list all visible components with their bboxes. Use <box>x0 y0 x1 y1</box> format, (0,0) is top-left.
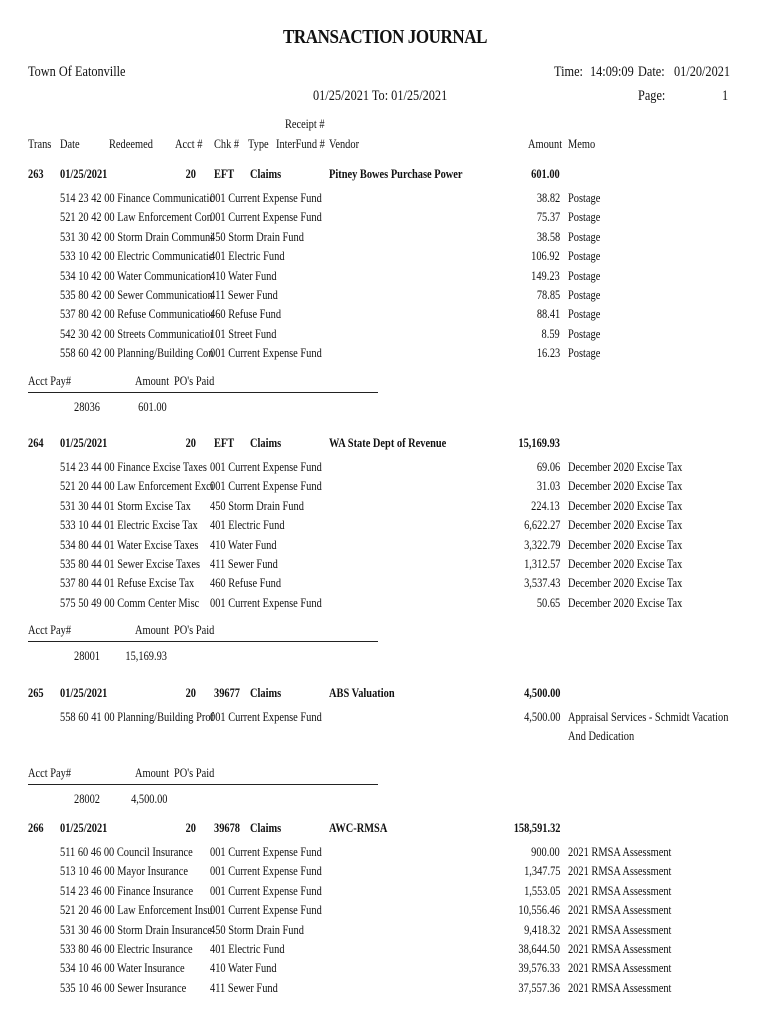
trans-date: 01/25/2021 <box>60 166 108 181</box>
detail-line-row <box>0 883 770 903</box>
line-account: 513 10 46 00 Mayor Insurance <box>60 863 188 879</box>
line-account: 531 30 44 01 Storm Excise Tax <box>60 497 191 513</box>
line-fund: 001 Current Expense Fund <box>210 594 322 610</box>
line-fund: 410 Water Fund <box>210 960 277 976</box>
line-account: 521 20 46 00 Law Enforcement Insu <box>60 902 213 918</box>
line-memo: December 2020 Excise Tax <box>568 497 683 513</box>
col-memo: Memo <box>568 136 596 151</box>
line-fund: 450 Storm Drain Fund <box>210 497 304 513</box>
line-account: 534 10 42 00 Water Communication <box>60 267 212 283</box>
line-memo: Postage <box>568 190 601 205</box>
trans-acct: 20 <box>185 166 196 181</box>
acct-pay-divider <box>28 641 378 642</box>
line-account: 537 80 44 01 Refuse Excise Tax <box>60 575 195 591</box>
report-title: TRANSACTION JOURNAL <box>283 26 487 48</box>
transaction-header-row <box>0 685 770 705</box>
line-amount: 37,557.36 <box>518 979 560 995</box>
line-memo: Postage <box>568 209 601 225</box>
trans-vendor: Pitney Bowes Purchase Power <box>329 166 463 181</box>
trans-amount: 15,169.93 <box>518 435 560 450</box>
detail-line-row <box>0 190 770 210</box>
detail-line-row <box>0 498 770 518</box>
trans-amount: 158,591.32 <box>513 820 560 835</box>
line-account: 531 30 46 00 Storm Drain Insurance <box>60 921 212 937</box>
line-account: 535 10 46 00 Sewer Insurance <box>60 979 187 995</box>
line-memo: 2021 RMSA Assessment <box>568 902 672 918</box>
line-account: 533 80 46 00 Electric Insurance <box>60 941 193 956</box>
time-value: 14:09:09 <box>590 64 634 80</box>
line-memo: Postage <box>568 287 601 302</box>
trans-amount: 4,500.00 <box>523 685 560 700</box>
col-vendor: Vendor <box>329 136 360 151</box>
line-memo: 2021 RMSA Assessment <box>568 941 672 956</box>
line-amount: 1,553.05 <box>523 882 560 898</box>
line-fund: 001 Current Expense Fund <box>210 478 322 494</box>
line-account: 533 10 42 00 Electric Communicatic <box>60 248 214 264</box>
line-fund: 411 Sewer Fund <box>210 556 278 571</box>
line-fund: 001 Current Expense Fund <box>210 190 322 205</box>
acct-pay-amount-label: Amount <box>135 372 170 388</box>
trans-vendor: AWC-RMSA <box>329 820 388 835</box>
line-amount: 149.23 <box>531 267 560 283</box>
line-account: 514 23 42 00 Finance Communicatic <box>60 190 214 205</box>
line-memo: 2021 RMSA Assessment <box>568 863 672 879</box>
detail-line-row <box>0 863 770 883</box>
line-account: 521 20 44 00 Law Enforcement Exci <box>60 478 214 494</box>
acct-pay-pos-label: PO's Paid <box>174 372 215 388</box>
line-memo: Postage <box>568 306 601 322</box>
acct-pay-header-row <box>0 765 770 785</box>
line-account: 534 10 46 00 Water Insurance <box>60 960 185 976</box>
line-memo: 2021 RMSA Assessment <box>568 979 672 995</box>
detail-line-row <box>0 268 770 288</box>
line-fund: 001 Current Expense Fund <box>210 345 322 361</box>
detail-line-row <box>0 902 770 922</box>
line-memo: Postage <box>568 345 601 361</box>
acct-pay-amount-label: Amount <box>135 765 170 780</box>
transaction-header-row <box>0 820 770 840</box>
acct-pay-header-row <box>0 373 770 393</box>
line-amount: 106.92 <box>531 248 560 264</box>
trans-check: EFT <box>214 166 235 181</box>
entity-name: Town Of Eatonville <box>28 64 126 80</box>
line-account: 514 23 46 00 Finance Insurance <box>60 882 194 898</box>
line-account: 534 80 44 01 Water Excise Taxes <box>60 536 199 552</box>
detail-line-row <box>0 306 770 326</box>
line-account: 535 80 42 00 Sewer Communication <box>60 287 213 302</box>
trans-type: Claims <box>250 166 282 181</box>
trans-date: 01/25/2021 <box>60 435 108 450</box>
acct-pay-amount-label: Amount <box>135 622 170 638</box>
trans-type: Claims <box>250 685 282 700</box>
line-memo: December 2020 Excise Tax <box>568 556 683 571</box>
detail-line-row <box>0 248 770 268</box>
acct-pay-number: 28002 <box>74 791 100 806</box>
line-account: 521 20 42 00 Law Enforcement Con <box>60 209 212 225</box>
trans-check: 39677 <box>214 685 240 700</box>
line-account: 535 80 44 01 Sewer Excise Taxes <box>60 556 201 571</box>
detail-line-row <box>0 537 770 557</box>
line-fund: 410 Water Fund <box>210 267 277 283</box>
line-memo: 2021 RMSA Assessment <box>568 921 672 937</box>
line-amount: 38.82 <box>536 190 560 205</box>
col-chk: Chk # <box>214 136 240 151</box>
line-memo: Postage <box>568 248 601 264</box>
line-amount: 9,418.32 <box>523 921 560 937</box>
line-fund: 001 Current Expense Fund <box>210 459 322 474</box>
line-amount: 1,312.57 <box>523 556 560 571</box>
trans-vendor: WA State Dept of Revenue <box>329 435 447 450</box>
col-type: Type <box>248 136 269 151</box>
trans-number: 266 <box>28 820 44 835</box>
line-memo: December 2020 Excise Tax <box>568 536 683 552</box>
line-fund: 401 Electric Fund <box>210 248 285 264</box>
line-fund: 101 Street Fund <box>210 325 277 341</box>
page-number: 1 <box>722 88 729 104</box>
line-fund: 410 Water Fund <box>210 536 277 552</box>
trans-vendor: ABS Valuation <box>329 685 395 700</box>
line-fund: 460 Refuse Fund <box>210 306 282 322</box>
detail-line-row <box>0 960 770 980</box>
detail-line-row <box>0 728 770 748</box>
line-fund: 001 Current Expense Fund <box>210 863 322 879</box>
detail-line-row <box>0 209 770 229</box>
acct-pay-row <box>0 399 770 419</box>
line-fund: 001 Current Expense Fund <box>210 844 322 859</box>
acct-pay-pos-label: PO's Paid <box>174 622 215 638</box>
acct-pay-number: 28036 <box>74 398 100 414</box>
line-account: 558 60 41 00 Planning/Building Prof <box>60 709 214 724</box>
line-amount: 6,622.27 <box>523 517 560 533</box>
line-memo: December 2020 Excise Tax <box>568 594 683 610</box>
detail-line-row <box>0 229 770 249</box>
line-account: 575 50 49 00 Comm Center Misc <box>60 594 200 610</box>
line-account: 531 30 42 00 Storm Drain Communi <box>60 228 214 244</box>
line-amount: 39,576.33 <box>518 960 560 976</box>
line-fund: 460 Refuse Fund <box>210 575 282 591</box>
line-amount: 1,347.75 <box>523 863 560 879</box>
col-redeemed: Redeemed <box>109 136 153 151</box>
line-memo: December 2020 Excise Tax <box>568 575 683 591</box>
line-amount: 3,322.79 <box>523 536 560 552</box>
line-memo: December 2020 Excise Tax <box>568 517 683 533</box>
detail-line-row <box>0 459 770 479</box>
line-fund: 001 Current Expense Fund <box>210 882 322 898</box>
trans-acct: 20 <box>185 435 196 450</box>
line-memo: December 2020 Excise Tax <box>568 478 683 494</box>
line-fund: 411 Sewer Fund <box>210 287 278 302</box>
line-account: 558 60 42 00 Planning/Building Con <box>60 345 214 361</box>
col-amount: Amount <box>528 136 563 151</box>
line-fund: 401 Electric Fund <box>210 941 285 956</box>
acct-pay-label: Acct Pay# <box>28 372 72 388</box>
line-fund: 411 Sewer Fund <box>210 979 278 995</box>
acct-pay-divider <box>28 784 378 785</box>
line-memo-continued: And Dedication <box>568 728 635 744</box>
trans-date: 01/25/2021 <box>60 820 108 835</box>
trans-check: 39678 <box>214 820 240 835</box>
col-trans: Trans <box>28 136 52 151</box>
line-amount: 38,644.50 <box>518 941 560 956</box>
detail-line-row <box>0 941 770 961</box>
line-fund: 450 Storm Drain Fund <box>210 228 304 244</box>
line-memo: Postage <box>568 325 601 341</box>
detail-line-row <box>0 287 770 307</box>
line-amount: 3,537.43 <box>523 575 560 591</box>
line-amount: 224.13 <box>531 497 560 513</box>
detail-line-row <box>0 326 770 346</box>
col-interfund: InterFund # <box>276 136 325 151</box>
line-amount: 900.00 <box>531 844 560 859</box>
line-amount: 4,500.00 <box>523 709 560 724</box>
acct-pay-row <box>0 648 770 668</box>
trans-acct: 20 <box>185 685 196 700</box>
trans-date: 01/25/2021 <box>60 685 108 700</box>
col-receipt: Receipt # <box>285 116 325 131</box>
transaction-header-row <box>0 166 770 186</box>
col-acct: Acct # <box>175 136 203 151</box>
detail-line-row <box>0 575 770 595</box>
line-memo: December 2020 Excise Tax <box>568 459 683 474</box>
detail-line-row <box>0 844 770 864</box>
detail-line-row <box>0 556 770 576</box>
line-fund: 001 Current Expense Fund <box>210 902 322 918</box>
page-label: Page: <box>638 88 666 104</box>
date-value: 01/20/2021 <box>674 64 731 80</box>
line-amount: 8.59 <box>541 325 560 341</box>
line-account: 533 10 44 01 Electric Excise Tax <box>60 517 198 533</box>
date-label: Date: <box>638 64 665 80</box>
line-account: 511 60 46 00 Council Insurance <box>60 844 193 859</box>
detail-line-row <box>0 345 770 365</box>
line-account: 537 80 42 00 Refuse Communicatioı <box>60 306 214 322</box>
line-fund: 001 Current Expense Fund <box>210 709 322 724</box>
trans-amount: 601.00 <box>531 166 560 181</box>
trans-type: Claims <box>250 820 282 835</box>
detail-line-row <box>0 478 770 498</box>
acct-pay-divider <box>28 392 378 393</box>
detail-line-row <box>0 517 770 537</box>
line-account: 514 23 44 00 Finance Excise Taxes <box>60 459 207 474</box>
line-account: 542 30 42 00 Streets Communicatioı <box>60 325 213 341</box>
trans-type: Claims <box>250 435 282 450</box>
line-amount: 16.23 <box>536 345 560 361</box>
line-amount: 10,556.46 <box>518 902 560 918</box>
trans-acct: 20 <box>185 820 196 835</box>
line-fund: 401 Electric Fund <box>210 517 285 533</box>
detail-line-row <box>0 922 770 942</box>
trans-number: 265 <box>28 685 44 700</box>
line-amount: 50.65 <box>536 594 560 610</box>
acct-pay-row <box>0 791 770 811</box>
line-amount: 31.03 <box>536 478 560 494</box>
col-date: Date <box>60 136 80 151</box>
line-amount: 38.58 <box>536 228 560 244</box>
detail-line-row <box>0 595 770 615</box>
detail-line-row <box>0 709 770 729</box>
line-amount: 69.06 <box>536 459 560 474</box>
acct-pay-header-row <box>0 622 770 642</box>
acct-pay-amount: 601.00 <box>138 398 167 414</box>
acct-pay-amount: 15,169.93 <box>125 648 167 664</box>
time-label: Time: <box>554 64 583 80</box>
line-memo: Postage <box>568 228 601 244</box>
date-range: 01/25/2021 To: 01/25/2021 <box>313 88 448 104</box>
trans-number: 263 <box>28 166 44 181</box>
line-memo: Postage <box>568 267 601 283</box>
line-fund: 450 Storm Drain Fund <box>210 921 304 937</box>
line-memo: Appraisal Services - Schmidt Vacation <box>568 709 729 724</box>
acct-pay-label: Acct Pay# <box>28 622 72 638</box>
line-amount: 75.37 <box>536 209 560 225</box>
detail-line-row <box>0 980 770 1000</box>
acct-pay-amount: 4,500.00 <box>130 791 167 806</box>
transaction-header-row <box>0 435 770 455</box>
line-amount: 78.85 <box>536 287 560 302</box>
line-amount: 88.41 <box>536 306 560 322</box>
line-memo: 2021 RMSA Assessment <box>568 960 672 976</box>
line-memo: 2021 RMSA Assessment <box>568 844 672 859</box>
line-fund: 001 Current Expense Fund <box>210 209 322 225</box>
acct-pay-number: 28001 <box>74 648 100 664</box>
acct-pay-label: Acct Pay# <box>28 765 72 780</box>
trans-check: EFT <box>214 435 235 450</box>
acct-pay-pos-label: PO's Paid <box>174 765 215 780</box>
trans-number: 264 <box>28 435 44 450</box>
line-memo: 2021 RMSA Assessment <box>568 882 672 898</box>
